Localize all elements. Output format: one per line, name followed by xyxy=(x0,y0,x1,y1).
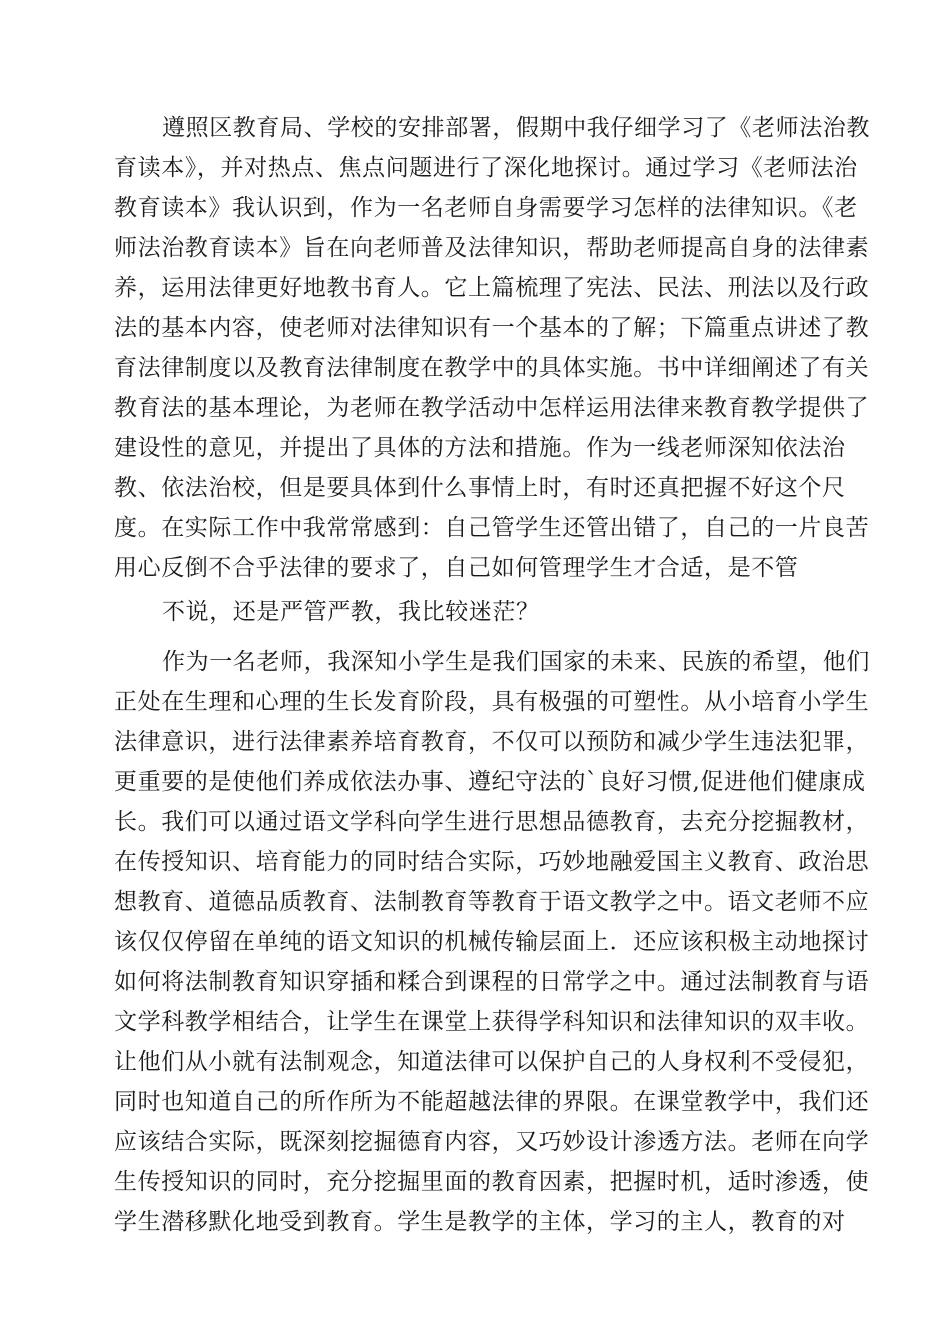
paragraph-3-line-7: 想教育、道德品质教育、法制教育等教育于语文教学之中。语文老师不应 xyxy=(114,889,870,915)
paragraph-1-line-4: 师法治教育读本》旨在向老师普及法律知识，帮助老师提高自身的法律素 xyxy=(114,235,870,261)
paragraph-3-line-3: 法律意识，进行法律素养培育教育，不仅可以预防和减少学生违法犯罪， xyxy=(114,729,870,755)
paragraph-1-line-12: 用心反倒不合乎法律的要求了，自己如何管理学生才合适，是不管 xyxy=(114,555,799,581)
paragraph-1-line-5: 养，运用法律更好地教书育人。它上篇梳理了宪法、民法、刑法以及行政 xyxy=(114,275,870,301)
paragraph-3-line-6: 在传授知识、培育能力的同时结合实际，巧妙地融爱国主义教育、政治思 xyxy=(114,849,870,875)
paragraph-1-line-11: 度。在实际工作中我常常感到：自己管学生还管出错了，自己的一片良苦 xyxy=(114,515,870,541)
paragraph-1-line-10: 教、依法治校，但是要具体到什么事情上时，有时还真把握不好这个尺 xyxy=(114,475,846,501)
paragraph-3-line-9: 如何将法制教育知识穿插和糅合到课程的日常学之中。通过法制教育与语 xyxy=(114,969,870,995)
paragraph-1-line-8: 教育法的基本理论，为老师在教学活动中怎样运用法律来教育教学提供了 xyxy=(114,395,870,421)
paragraph-3-line-15: 学生潜移默化地受到教育。学生是教学的主体，学习的主人，教育的对 xyxy=(114,1209,846,1235)
paragraph-1-line-7: 育法律制度以及教育法律制度在教学中的具体实施。书中详细阐述了有关 xyxy=(114,355,870,381)
paragraph-3-line-5: 长。我们可以通过语文学科向学生进行思想品德教育，去充分挖掘教材， xyxy=(114,809,870,835)
paragraph-3-line-10: 文学科教学相结合，让学生在课堂上获得学科知识和法律知识的双丰收。 xyxy=(114,1009,870,1035)
paragraph-3-line-13: 应该结合实际，既深刻挖掘德育内容，又巧妙设计渗透方法。老师在向学 xyxy=(114,1129,870,1155)
paragraph-3-line-4: 更重要的是使他们养成依法办事、遵纪守法的`良好习惯,促进他们健康成 xyxy=(114,769,866,795)
paragraph-3-line-11: 让他们从小就有法制观念，知道法律可以保护自己的人身权利不受侵犯， xyxy=(114,1049,870,1075)
paragraph-1-line-3: 教育读本》我认识到，作为一名老师自身需要学习怎样的法律知识。《老 xyxy=(114,195,858,221)
paragraph-1-line-9: 建设性的意见，并提出了具体的方法和措施。作为一线老师深知依法治 xyxy=(114,435,846,461)
paragraph-1-line-2: 育读本》，并对热点、焦点问题进行了深化地探讨。通过学习《老师法治 xyxy=(114,155,858,181)
paragraph-2-line-1: 不说，还是严管严教，我比较迷茫？ xyxy=(162,599,540,625)
paragraph-3-line-12: 同时也知道自己的所作所为不能超越法律的界限。在课堂教学中，我们还 xyxy=(114,1089,870,1115)
paragraph-3-line-2: 正处在生理和心理的生长发育阶段，具有极强的可塑性。从小培育小学生 xyxy=(114,689,870,715)
paragraph-1-line-6: 法的基本内容，使老师对法律知识有一个基本的了解；下篇重点讲述了教 xyxy=(114,315,870,341)
paragraph-3-line-1: 作为一名老师，我深知小学生是我们国家的未来、民族的希望，他们 xyxy=(162,649,870,675)
paragraph-1-line-1: 遵照区教育局、学校的安排部署，假期中我仔细学习了《老师法治教 xyxy=(162,115,870,141)
paragraph-3-line-14: 生传授知识的同时，充分挖掘里面的教育因素，把握时机，适时渗透，使 xyxy=(114,1169,870,1195)
paragraph-3-line-8: 该仅仅停留在单纯的语文知识的机械传输层面上．还应该积极主动地探讨 xyxy=(114,929,870,955)
